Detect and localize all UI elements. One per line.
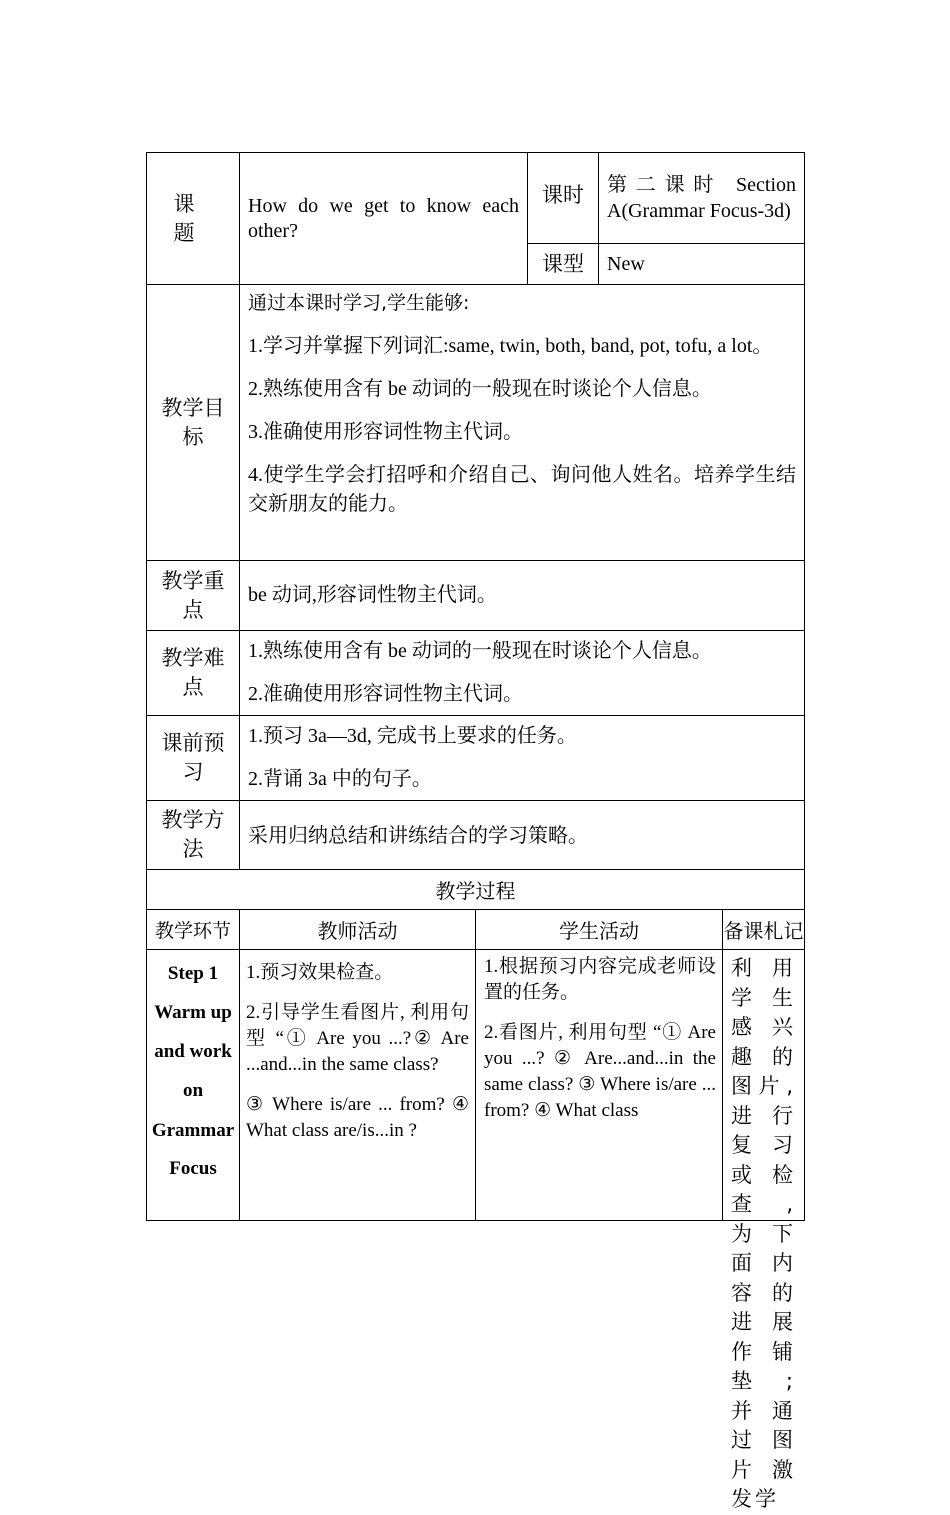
preview-label: 课前预习 bbox=[147, 716, 240, 801]
type-value: New bbox=[599, 244, 805, 285]
step-line: Step 1 bbox=[167, 963, 219, 984]
preview-content bbox=[240, 716, 805, 801]
difficulty-item: 2.准确使用形容词性物主代词。 bbox=[248, 683, 523, 705]
teacher-activity-item: 1.预习效果检查。 bbox=[246, 962, 394, 983]
lesson-plan-table bbox=[146, 152, 805, 1511]
preview-item: 1.预习 3a—3d, 完成书上要求的任务。 bbox=[248, 725, 577, 747]
student-activity bbox=[476, 950, 723, 1221]
prep-notes: 利用学生感兴趣的图片, 进行复习或检查, 为下面内容的进展作铺垫; 并通过图片激发学 bbox=[723, 950, 805, 1221]
difficulty-item: 1.熟练使用含有 be 动词的一般现在时谈论个人信息。 bbox=[248, 640, 712, 662]
teacher-activity bbox=[240, 950, 476, 1221]
step-label bbox=[147, 950, 240, 1221]
col-header-stage: 教学环节 bbox=[147, 910, 240, 950]
student-activity-item: 1.根据预习内容完成老师设置的任务。 bbox=[484, 956, 716, 1003]
step-line: Grammar bbox=[151, 1120, 235, 1141]
objectives-label: 教学目标 bbox=[147, 285, 240, 561]
objective-item: 3.准确使用形容词性物主代词。 bbox=[248, 421, 523, 443]
key-points-label: 教学重点 bbox=[147, 561, 240, 631]
process-title: 教学过程 bbox=[147, 870, 805, 910]
period-value: 第二课时 Section A(Grammar Focus-3d) bbox=[599, 153, 805, 244]
method-label: 教学方法 bbox=[147, 801, 240, 870]
topic-label: 课 题 bbox=[147, 153, 240, 285]
difficulties-label: 教学难点 bbox=[147, 631, 240, 716]
objective-item: 1.学习并掌握下列词汇:same, twin, both, band, pot, tofu, a lot。 bbox=[248, 335, 773, 357]
objectives-content bbox=[240, 285, 805, 561]
difficulties-content bbox=[240, 631, 805, 716]
student-activity-item: 2.看图片, 利用句型 “① Are you ...? ② Are...and...in the same class? ③ Where is/are ... from? ④ What class bbox=[484, 1022, 716, 1121]
objective-item: 4.使学生学会打招呼和介绍自己、询问他人姓名。培养学生结交新朋友的能力。 bbox=[248, 464, 797, 515]
step-line: Focus bbox=[169, 1158, 217, 1179]
key-points-text: be 动词,形容词性物主代词。 bbox=[240, 561, 805, 631]
type-label: 课型 bbox=[528, 244, 599, 285]
step-line: Warm up bbox=[154, 1002, 232, 1023]
preview-item: 2.背诵 3a 中的句子。 bbox=[248, 768, 432, 790]
period-label: 课时 bbox=[528, 153, 599, 244]
col-header-student: 学生活动 bbox=[476, 910, 723, 950]
col-header-teacher: 教师活动 bbox=[240, 910, 476, 950]
teacher-activity-item: ③ Where is/are ... from? ④ What class are/is...in ? bbox=[246, 1094, 469, 1141]
objective-item: 2.熟练使用含有 be 动词的一般现在时谈论个人信息。 bbox=[248, 378, 712, 400]
objectives-intro: 通过本课时学习,学生能够: bbox=[248, 292, 470, 314]
topic-value: How do we get to know each other? bbox=[240, 153, 528, 285]
step-line: and work bbox=[154, 1041, 232, 1062]
col-header-notes: 备课札记 bbox=[723, 910, 805, 950]
teacher-activity-item: 2.引导学生看图片, 利用句型 “① Are you ...?② Are ...and...in the same class? bbox=[246, 1002, 469, 1075]
step-line: on bbox=[182, 1080, 204, 1101]
method-text: 采用归纳总结和讲练结合的学习策略。 bbox=[240, 801, 805, 870]
